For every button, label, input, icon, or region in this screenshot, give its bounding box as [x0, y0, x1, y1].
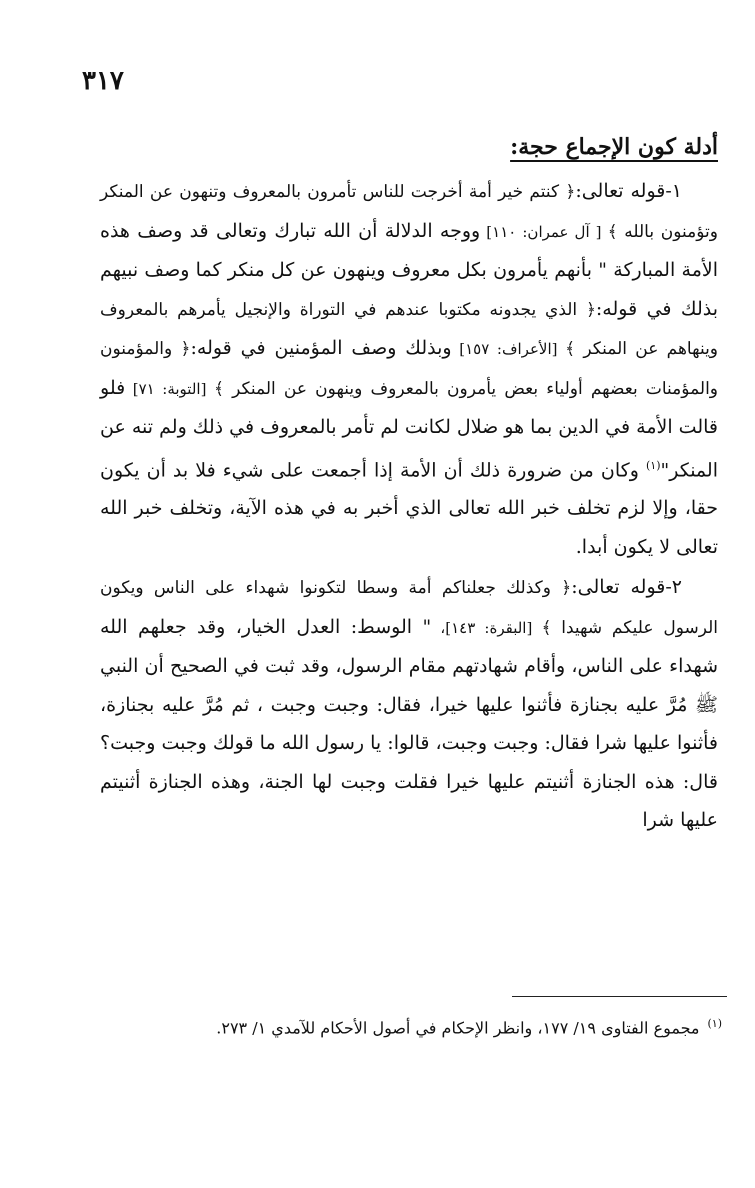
quran-verse: ﴿ وكذلك جعلناكم أمة وسطا لتكونوا شهداء على الناس ويكون الرسول عليكم شهيدا ﴾ [100, 578, 719, 638]
text-segment: " الوسط: العدل الخيار، وقد جعلهم الله شهداء على الناس، وأقام شهادتهم مقام الرسول، وقد ثبت في الصحيح أن النبي ﷺ مُرَّ عليه بجنازة فأثنوا عليها خيرا، فقال: وجبت وجبت ، ثم مُرَّ عليه بجنازة، فأثنوا عليها شرا فقال: وجبت وجبت، قالوا: يا رسول الله ما قولك وجبت وجبت؟ قال: هذه الجنازة أثنيتم عليها خيرا فقلت وجبت لها الجنة، وهذه الجنازة أثنيتم عليها شرا [100, 615, 718, 832]
verse-reference: [ آل عمران: ١١٠] [480, 222, 608, 241]
verse-reference: [البقرة: ١٤٣]، [431, 618, 542, 637]
text-segment: فلو قالت الأمة في الدين بما هو ضلال لكانت لم تأمر بالمعروف في ذلك ولم تنه عن المنكر" [100, 376, 718, 481]
text-segment: ووجه الدلالة أن الله تبارك وتعالى قد وصف هذه الأمة المباركة " بأنهم يأمرون بكل معروف وينهون عن كل منكر كما وصف نبيهم بذلك في قوله: [100, 219, 718, 320]
footnote-separator [512, 996, 727, 997]
footnote [150, 1012, 722, 1040]
footnote-marker[interactable]: (١) [645, 458, 661, 472]
text-segment: وبذلك وصف المؤمنين في قوله: [190, 337, 452, 359]
paragraph-2 [100, 568, 718, 840]
quran-verse: ﴿ كنتم خير أمة أخرجت للناس تأمرون بالمعروف وتنهون عن المنكر وتؤمنون بالله ﴾ [100, 182, 718, 242]
section-heading: أدلة كون الإجماع حجة: [510, 134, 718, 160]
main-text [100, 130, 718, 840]
page-number: ٣١٧ [82, 66, 124, 96]
verse-reference: [التوبة: ٧١] [125, 379, 214, 398]
footnote-text: مجموع الفتاوى ١٩/ ١٧٧، وانظر الإحكام في أصول الأحكام للآمدي ١/ ٢٧٣. [216, 1018, 700, 1038]
text-segment: وكان من ضرورة ذلك أن الأمة إذا أجمعت على شيء فلا بد أن يكون حقا، وإلا لزم تخلف خبر الله تعالى الذي أخبر به في هذه الآية، وتخلف خبر الله تعالى لا يكون أبدا. [100, 458, 718, 558]
paragraph-1 [100, 172, 718, 566]
verse-reference: [الأعراف: ١٥٧] [451, 340, 566, 358]
quran-verse: ﴿ الذي يجدونه مكتوبا عندهم في التوراة والإنجيل يأمرهم بالمعروف وينهاهم عن المنكر ﴾ [100, 299, 719, 359]
quran-verse: ﴿ والمؤمنون والمؤمنات بعضهم أولياء بعض يأمرون بالمعروف وينهون عن المنكر ﴾ [100, 339, 719, 399]
footnote-number: (١) [707, 1017, 722, 1030]
text-segment: ٢-قوله تعالى: [571, 576, 683, 599]
text-segment: ١-قوله تعالى: [575, 180, 683, 202]
